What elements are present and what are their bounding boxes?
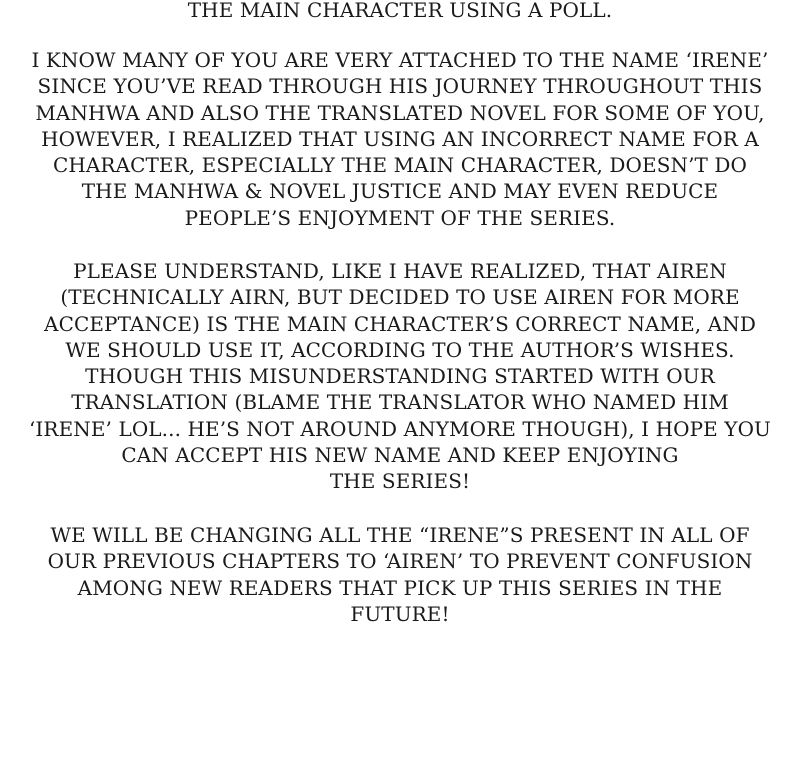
text-line: PEOPLE’S ENJOYMENT OF THE SERIES. bbox=[184, 205, 616, 230]
paragraph-irene-attachment bbox=[0, 47, 800, 231]
text-line: TRANSLATION (BLAME THE TRANSLATOR WHO NAMED HIM bbox=[71, 390, 729, 415]
text-line: THE MAIN CHARACTER USING A POLL. bbox=[187, 0, 613, 22]
text-line: AMONG NEW READERS THAT PICK UP THIS SERIES IN THE bbox=[77, 575, 723, 600]
text-line: I KNOW MANY OF YOU ARE VERY ATTACHED TO THE NAME ‘IRENE’ bbox=[31, 48, 769, 72]
text-line: THOUGH THIS MISUNDERSTANDING STARTED WITH OUR bbox=[85, 364, 715, 389]
text-line: (TECHNICALLY AIRN, BUT DECIDED TO USE AIREN FOR MORE bbox=[60, 285, 740, 310]
text-line: PLEASE UNDERSTAND, LIKE I HAVE REALIZED, THAT AIREN bbox=[73, 259, 727, 283]
text-line: MANHWA AND ALSO THE TRANSLATED NOVEL FOR SOME OF YOU, bbox=[35, 100, 765, 125]
text-line: FUTURE! bbox=[350, 601, 450, 626]
text-line: CAN ACCEPT HIS NEW NAME AND KEEP ENJOYING bbox=[121, 443, 679, 468]
text-line: SINCE YOU’VE READ THROUGH HIS JOURNEY THROUGHOUT THIS bbox=[37, 74, 763, 99]
text-line: ‘IRENE’ LOL... HE’S NOT AROUND ANYMORE THOUGH), I HOPE YOU bbox=[28, 416, 771, 441]
paragraph-intro-fragment bbox=[0, 0, 800, 23]
text-line: CHARACTER, ESPECIALLY THE MAIN CHARACTER, DOESN’T DO bbox=[52, 153, 748, 178]
text-line: THE MANHWA & NOVEL JUSTICE AND MAY EVEN REDUCE bbox=[81, 179, 719, 204]
text-line: THE SERIES! bbox=[329, 469, 471, 494]
text-line: WE SHOULD USE IT, ACCORDING TO THE AUTHOR’S WISHES. bbox=[65, 337, 735, 362]
text-line: HOWEVER, I REALIZED THAT USING AN INCORRECT NAME FOR A bbox=[41, 126, 759, 151]
text-line: ACCEPTANCE) IS THE MAIN CHARACTER’S CORRECT NAME, AND bbox=[44, 311, 756, 336]
paragraph-name-change-notice bbox=[0, 522, 800, 627]
text-line: OUR PREVIOUS CHAPTERS TO ‘AIREN’ TO PREVENT CONFUSION bbox=[47, 549, 753, 574]
text-line: WE WILL BE CHANGING ALL THE “IRENE”S PRESENT IN ALL OF bbox=[50, 523, 750, 547]
paragraph-airen-explanation bbox=[0, 258, 800, 495]
